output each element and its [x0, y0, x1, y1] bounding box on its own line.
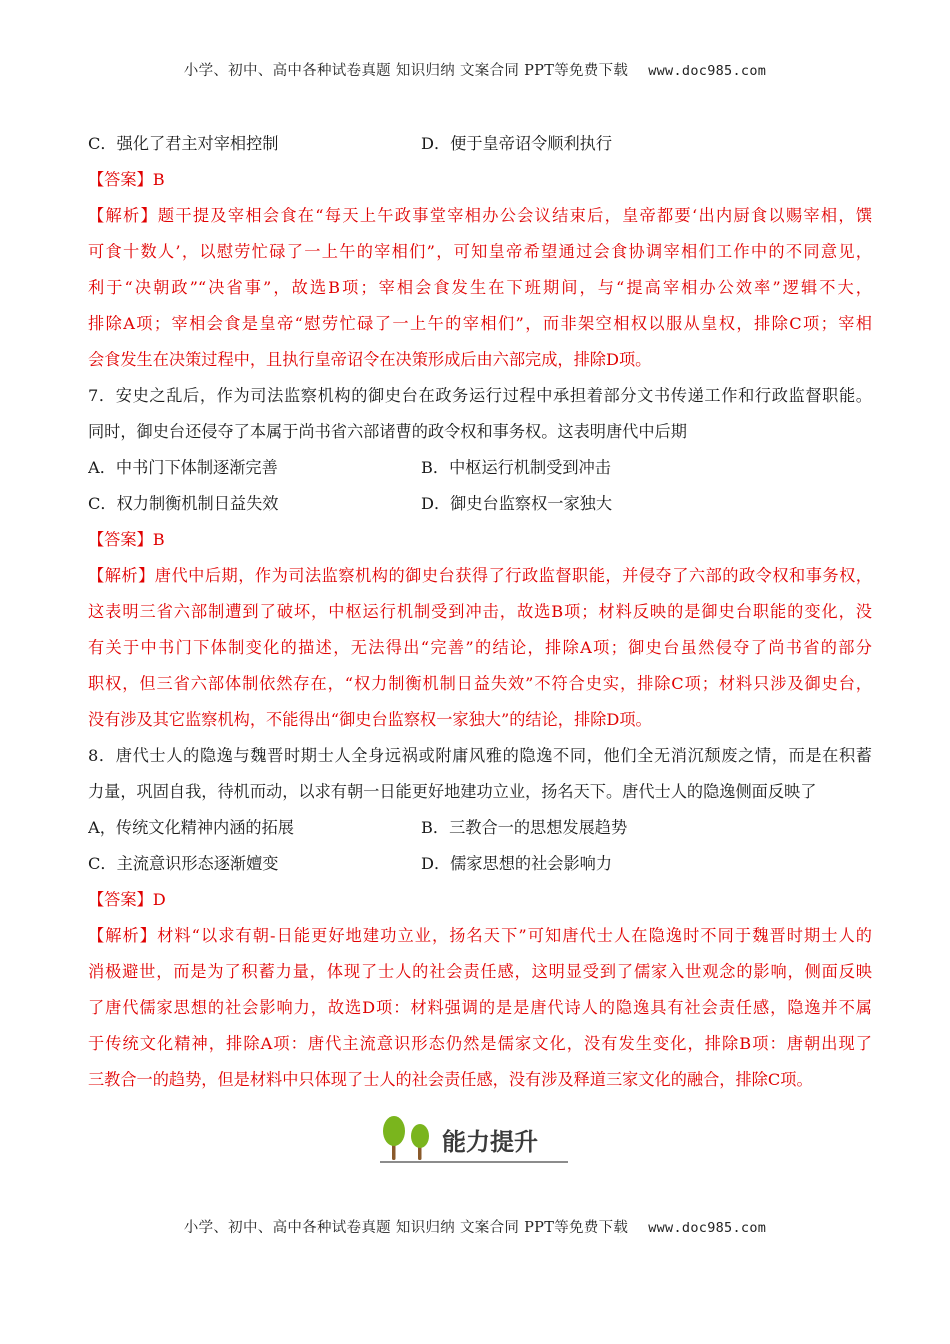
q7-answer: 【答案】B: [88, 530, 165, 549]
q8-answer: 【答案】D: [88, 890, 166, 909]
q8-analysis: [88, 918, 872, 1098]
header-url[interactable]: www.doc985.com: [648, 63, 767, 79]
q7-options-ab: [88, 450, 872, 486]
q6-analysis-line: 会食发生在决策过程中，且执行皇帝诏令在决策形成后由六部完成，排除D项。: [88, 350, 652, 369]
q6-options-cd: [88, 126, 872, 162]
document-body: [88, 126, 872, 1098]
q6-answer: 【答案】B: [88, 170, 165, 189]
q7-option-b: B．中枢运行机制受到冲击: [421, 458, 611, 477]
page-header: [0, 59, 950, 80]
q8-option-d: D．儒家思想的社会影响力: [421, 854, 613, 873]
q8-stem-line: 8．唐代士人的隐逸与魏晋时期士人全身远祸或附庸风雅的隐逸不同，他们全无消沉颓废之情，而是在积蓄: [88, 746, 872, 765]
page-footer: [0, 1216, 950, 1237]
q8-analysis-line: 了唐代儒家思想的社会影响力，故选D项：材料强调的是是唐代诗人的隐逸具有社会责任感，隐逸并不属: [88, 998, 872, 1017]
q8-option-c: C．主流意识形态逐渐嬗变: [88, 854, 279, 873]
q8-options-cd: [88, 846, 872, 882]
q7-stem: [88, 378, 872, 450]
q8-options-ab: [88, 810, 872, 846]
q8-analysis-line: 消极避世，而是为了积蓄力量，体现了士人的社会责任感，这明显受到了儒家入世观念的影响，侧面反映: [88, 962, 872, 981]
q6-analysis-line: 【解析】题干提及宰相会食在“每天上午政事堂宰相办公会议结束后，皇帝都要‘出内厨食以赐宰相，馔: [88, 206, 872, 225]
tree-icon: [383, 1116, 429, 1160]
q8-analysis-line: 于传统文化精神，排除A项：唐代主流意识形态仍然是儒家文化，没有发生变化，排除B项：唐朝出现了: [88, 1034, 872, 1053]
q8-stem-line: 力量，巩固自我，待机而动，以求有朝一日能更好地建功立业，扬名天下。唐代士人的隐逸侧面反映了: [88, 782, 817, 801]
q7-option-d: D．御史台监察权一家独大: [421, 494, 613, 513]
q7-analysis-line: 有关于中书门下体制变化的描述，无法得出“完善”的结论，排除A项；御史台虽然侵夺了尚书省的部分: [88, 638, 872, 657]
footer-url[interactable]: www.doc985.com: [648, 1220, 767, 1236]
q8-analysis-line: 【解析】材料“以求有朝-日能更好地建功立业，扬名天下”可知唐代士人在隐逸时不同于魏晋时期士人的: [88, 926, 872, 945]
q8-option-a: A，传统文化精神内涵的拓展: [88, 818, 294, 837]
q6-analysis: [88, 198, 872, 378]
q6-option-c: C．强化了君主对宰相控制: [88, 134, 279, 153]
q7-stem-line: 同时，御史台还侵夺了本属于尚书省六部诸曹的政令权和事务权。这表明唐代中后期: [88, 422, 687, 441]
section-banner: [378, 1112, 572, 1166]
q7-analysis: [88, 558, 872, 738]
footer-text: 小学、初中、高中各种试卷真题 知识归纳 文案合同 PPT等免费下载: [183, 1220, 629, 1236]
q7-analysis-line: 【解析】唐代中后期，作为司法监察机构的御史台获得了行政监督职能，并侵夺了六部的政令权和事务权，: [88, 566, 872, 585]
banner-graphic: [378, 1112, 572, 1166]
q6-option-d: D．便于皇帝诏令顺利执行: [421, 134, 613, 153]
q7-option-c: C．权力制衡机制日益失效: [88, 494, 279, 513]
q8-analysis-line: 三教合一的趋势，但是材料中只体现了士人的社会责任感，没有涉及释道三家文化的融合，排除C项。: [88, 1070, 813, 1089]
banner-title: 能力提升: [442, 1129, 538, 1156]
q7-analysis-line: 没有涉及其它监察机构，不能得出“御史台监察权一家独大”的结论，排除D项。: [88, 710, 652, 729]
q6-analysis-line: 可食十数人’，以慰劳忙碌了一上午的宰相们”，可知皇帝希望通过会食协调宰相们工作中的不同意见，: [88, 242, 872, 261]
q7-options-cd: [88, 486, 872, 522]
q7-stem-line: 7．安史之乱后，作为司法监察机构的御史台在政务运行过程中承担着部分文书传递工作和行政监督职能。: [88, 386, 872, 405]
q6-analysis-line: 排除A项；宰相会食是皇帝“慰劳忙碌了一上午的宰相们”，而非架空相权以服从皇权，排除C项；宰相: [88, 314, 872, 333]
q6-analysis-line: 利于“决朝政”“决省事”，故选B项；宰相会食发生在下班期间，与“提高宰相办公效率”逻辑不大，: [88, 278, 872, 297]
q7-analysis-line: 这表明三省六部制遭到了破坏，中枢运行机制受到冲击，故选B项；材料反映的是御史台职能的变化，没: [88, 602, 872, 621]
q7-analysis-line: 职权，但三省六部体制依然存在，“权力制衡机制日益失效”不符合史实，排除C项；材料只涉及御史台，: [88, 674, 872, 693]
header-text: 小学、初中、高中各种试卷真题 知识归纳 文案合同 PPT等免费下载: [183, 63, 629, 79]
q8-option-b: B．三教合一的思想发展趋势: [421, 818, 628, 837]
q7-option-a: A．中书门下体制逐渐完善: [88, 458, 278, 477]
q8-stem: [88, 738, 872, 810]
